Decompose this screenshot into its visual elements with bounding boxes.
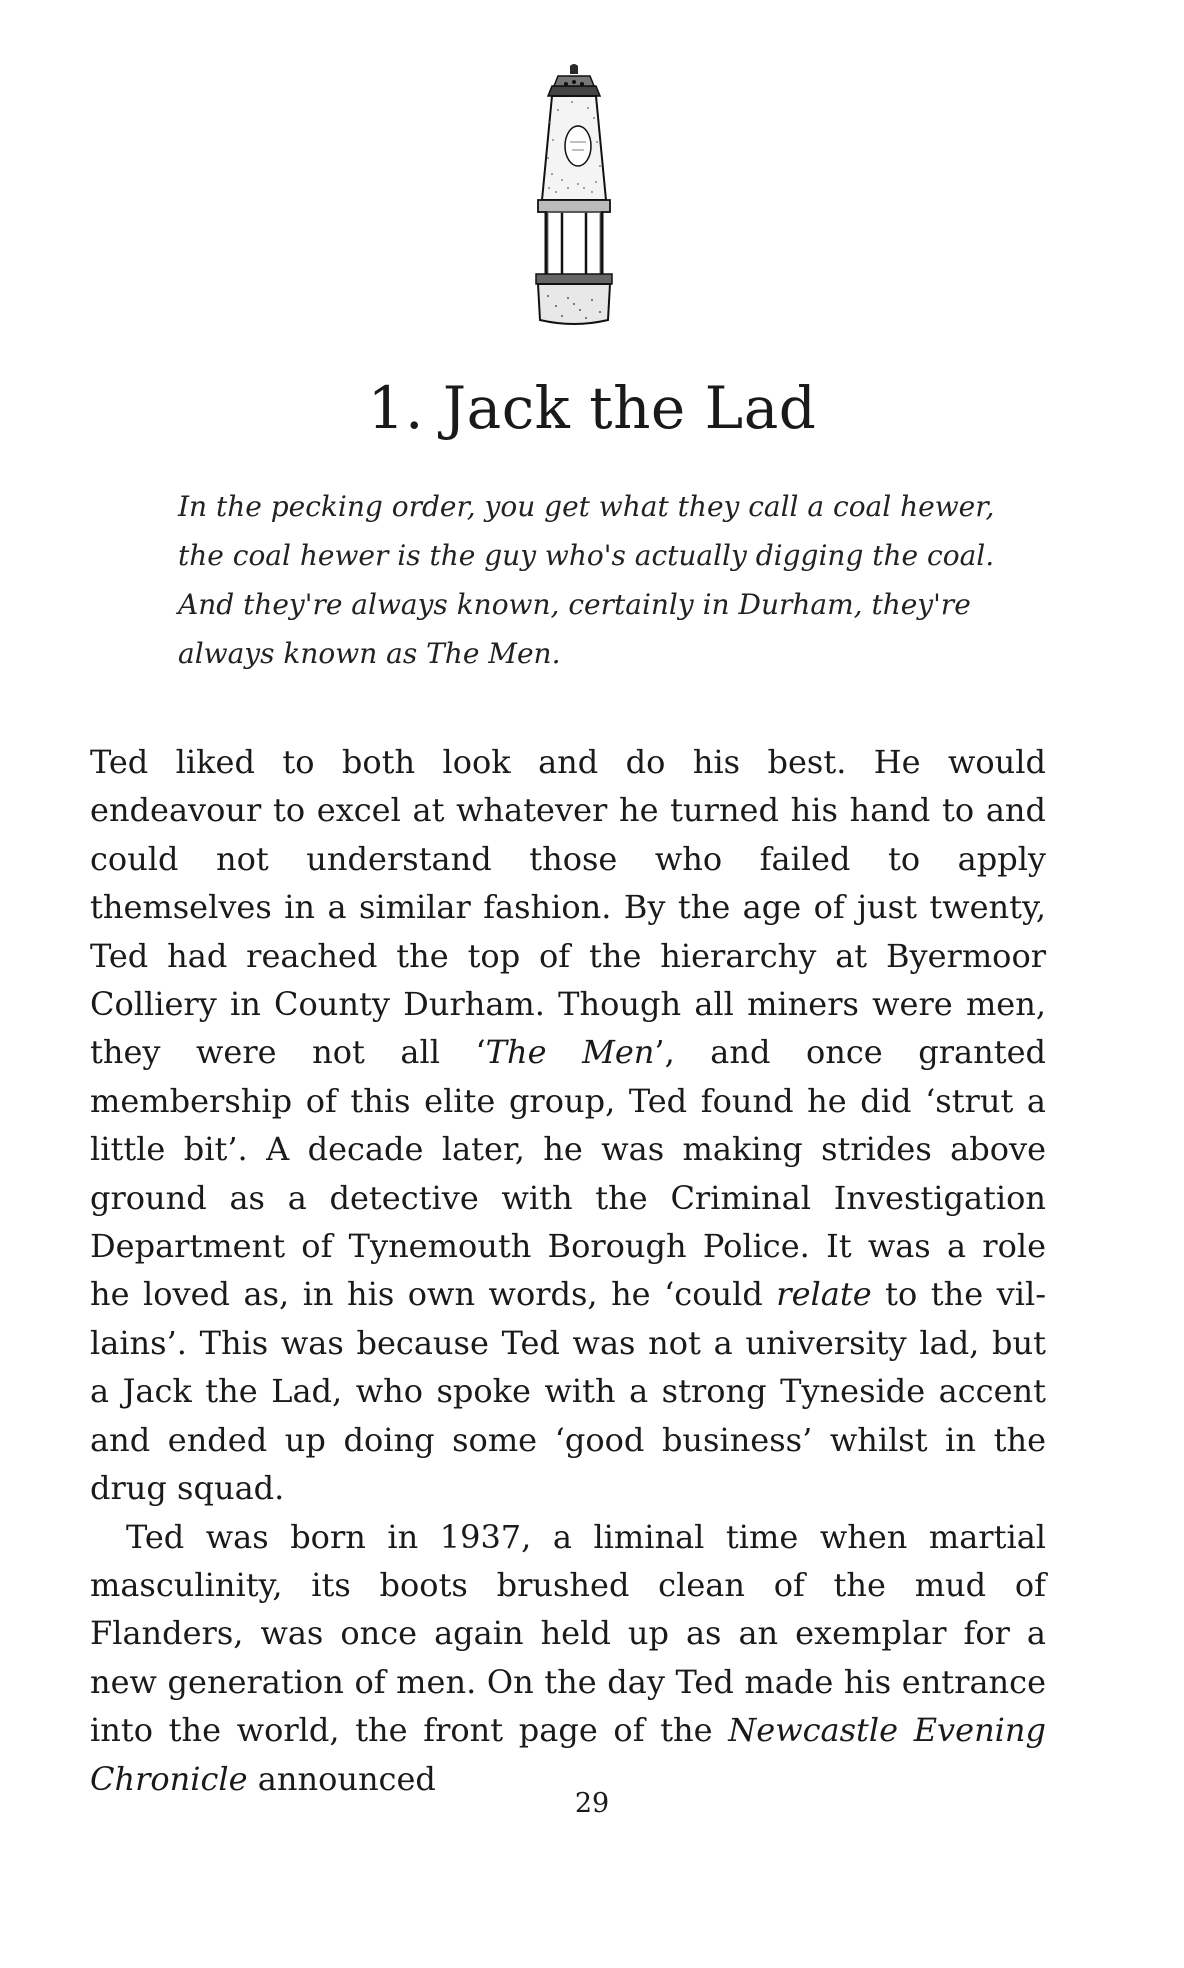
page-number: 29	[574, 1788, 610, 1819]
miners-safety-lamp-icon	[522, 62, 626, 340]
text-run: Ted was born in 1937, a liminal time when martial masculinity, its boots brushed clean of the mud of Flanders, was once again held up as an exemplar for a new generation of men. On the day Ted made his entrance into the world, the front page of the	[90, 1517, 1046, 1750]
italic-run: relate	[776, 1275, 872, 1314]
text-run: to the villains’. This was because Ted was not a university lad, but a Jack the Lad, who spoke with a strong Tyneside accent and ended up doing some ‘good business’ whilst in the drug squad.	[90, 1275, 1047, 1508]
body-text	[90, 738, 1046, 1803]
epigraph: In the pecking order, you get what they call a coal hewer, the coal hewer is the guy who's actually digging the coal. And they're always known, certainly in Durham, they're always known as The Men.	[178, 490, 995, 670]
text-run: announced	[247, 1759, 436, 1798]
chapter-title-text: Jack the Lad	[442, 374, 817, 442]
italic-run: The Men	[485, 1033, 655, 1072]
italic-run: Newcastle Evening Chronicle	[90, 1711, 1046, 1798]
paragraph	[90, 1513, 1046, 1803]
paragraph	[90, 738, 1046, 1513]
chapter-number: 1.	[367, 374, 424, 442]
chapter-title	[0, 374, 1184, 442]
text-run: Ted liked to both look and do his best. He would endeavour to excel at whatever he turned his hand to and could not understand those who failed to apply themselves in a similar fashion. By the age of just twenty, Ted had reached the top of the hierarchy at Byermoor Colliery in County Durham. Though all miners were men, they were not all ‘	[90, 743, 1046, 1072]
text-run: ’, and once granted membership of this elite group, Ted found he did ‘strut a little bit’. A decade later, he was making strides above ground as a detective with the Criminal Investigation Department of Tynemouth Borough Police. It was a role he loved as, in his own words, he ‘could	[90, 1033, 1047, 1314]
